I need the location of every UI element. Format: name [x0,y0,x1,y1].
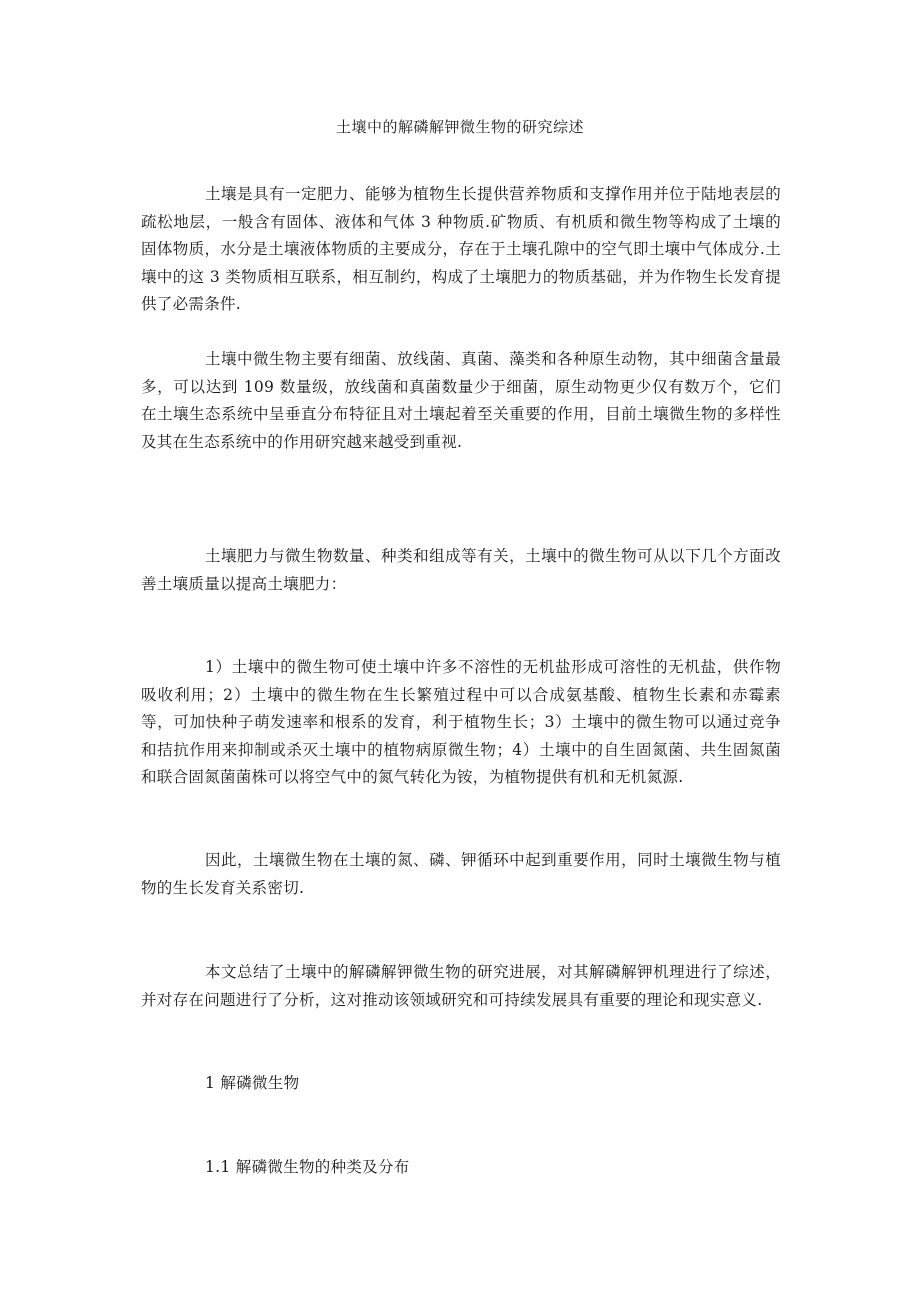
paragraph-microbe-functions: 1）土壤中的微生物可使土壤中许多不溶性的无机盐形成可溶性的无机盐，供作物吸收利用；2）土壤中的微生物在生长繁殖过程中可以合成氨基酸、植物生长素和赤霉素等，可加快种子萌发速率和根系的发育，利于植物生长；3）土壤中的微生物可以通过竞争和拮抗作用来抑制或杀灭土壤中的植物病原微生物；4）土壤中的自生固氮菌、共生固氮菌和联合固氮菌菌株可以将空气中的氮气转化为铵，为植物提供有机和无机氮源. [141,658,781,786]
paragraph-summary: 本文总结了土壤中的解磷解钾微生物的研究进展，对其解磷解钾机理进行了综述，并对存在问题进行了分析，这对推动该领域研究和可持续发展具有重要的理论和现实意义. [141,963,781,1009]
paragraph-soil-microbes: 土壤中微生物主要有细菌、放线菌、真菌、藻类和各种原生动物，其中细菌含量最多，可以达到 109 数量级，放线菌和真菌数量少于细菌，原生动物更少仅有数万个，它们在土壤生态系统中呈垂直分布特征且对土壤起着至关重要的作用，目前土壤微生物的多样性及其在生态系统中的作用研究越来越受到重视. [141,350,781,451]
paragraph-soil-composition: 土壤是具有一定肥力、能够为植物生长提供营养物质和支撑作用并位于陆地表层的疏松地层，一般含有固体、液体和气体 3 种物质.矿物质、有机质和微生物等构成了土壤的固体物质，水分是土壤液体物质的主要成分，存在于土壤孔隙中的空气即土壤中气体成分.土壤中的这 3 类物质相互联系，相互制约，构成了土壤肥力的物质基础，并为作物生长发育提供了必需条件. [141,185,781,313]
subsection-heading: 1.1 解磷微生物的种类及分布 [205,1158,410,1176]
paragraph-nutrient-cycling: 因此，土壤微生物在土壤的氮、磷、钾循环中起到重要作用，同时土壤微生物与植物的生长发育关系密切. [141,851,781,897]
section-heading: 1 解磷微生物 [205,1074,300,1092]
paragraph-soil-fertility: 土壤肥力与微生物数量、种类和组成等有关，土壤中的微生物可从以下几个方面改善土壤质量以提高土壤肥力： [141,547,781,593]
document-title: 土壤中的解磷解钾微生物的研究综述 [335,118,584,136]
